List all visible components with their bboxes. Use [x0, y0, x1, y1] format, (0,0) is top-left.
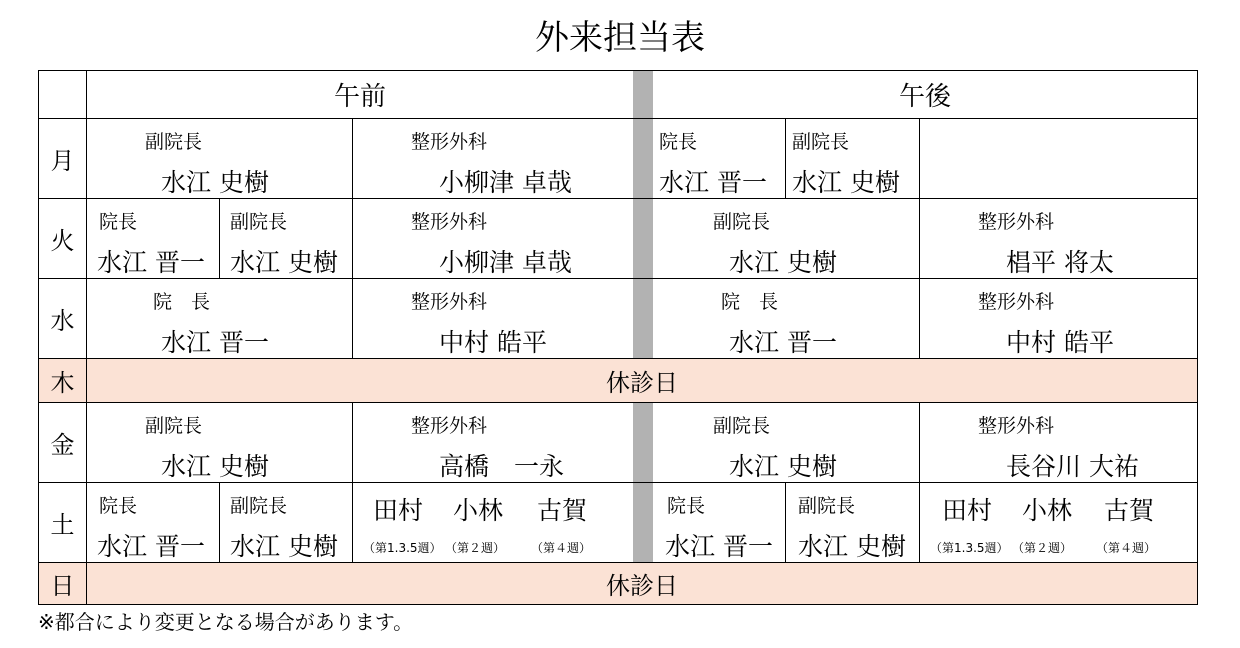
page-title: 外来担当表 [535, 18, 705, 58]
role-label: 院 長 [153, 291, 211, 313]
doctor-name: 水江 史樹 [729, 452, 837, 481]
tue-am-slot-2 [220, 199, 352, 278]
doctor-name: 中村 皓平 [439, 328, 547, 357]
day-label-thu: 木 [39, 359, 86, 402]
rotation-doctor-name: 小林 [1022, 496, 1073, 525]
sat-am-slot-1 [87, 483, 219, 562]
day-label-tue: 火 [50, 227, 75, 255]
role-label: 院長 [659, 131, 698, 153]
doctor-name: 椙平 将太 [1006, 248, 1114, 277]
mon-pm-slot-1 [653, 119, 785, 198]
sat-am-slot-2 [220, 483, 352, 562]
role-label: 整形外科 [411, 131, 488, 153]
role-label: 副院長 [230, 495, 288, 517]
am-pm-separator [633, 71, 653, 562]
header-pm: 午後 [898, 82, 951, 112]
role-label: 院 長 [721, 291, 779, 313]
doctor-name: 中村 皓平 [1006, 328, 1114, 357]
footer-note: ※都合により変更となる場合があります。 [38, 610, 414, 634]
rotation-doctor-name: 田村 [373, 496, 424, 525]
doctor-name: 小柳津 卓哉 [439, 248, 572, 277]
doctor-name: 高橋 一永 [439, 452, 565, 481]
doctor-name: 水江 晋一 [659, 168, 767, 197]
role-label: 副院長 [713, 211, 771, 233]
rotation-doctor-name: 小林 [453, 496, 504, 525]
sat-pm-slot-2 [786, 483, 919, 562]
day-label-mon: 月 [50, 147, 75, 175]
fri-am-slot-1 [87, 403, 352, 482]
role-label: 副院長 [145, 131, 203, 153]
fri-pm-slot-2 [920, 403, 1197, 482]
week-note: （第４週） [1096, 541, 1157, 555]
role-label: 院長 [99, 495, 138, 517]
sat-pm-rotation [920, 483, 1197, 562]
wed-pm-slot-2 [920, 279, 1197, 358]
mon-am-slot-1 [87, 119, 352, 198]
role-label: 整形外科 [978, 291, 1055, 313]
role-label: 副院長 [713, 415, 771, 437]
week-note: （第２週） [445, 541, 506, 555]
day-label-fri: 金 [50, 431, 75, 459]
doctor-name: 水江 晋一 [161, 328, 269, 357]
day-label-sat: 土 [50, 511, 75, 539]
doctor-name: 長谷川 大祐 [1006, 452, 1139, 481]
doctor-name: 小柳津 卓哉 [439, 168, 572, 197]
sat-pm-slot-1 [653, 483, 785, 562]
rotation-doctor-name: 古賀 [537, 496, 588, 525]
doctor-name: 水江 晋一 [729, 328, 837, 357]
role-label: 整形外科 [978, 415, 1055, 437]
role-label: 副院長 [798, 495, 856, 517]
day-label-wed: 水 [50, 307, 75, 335]
role-label: 副院長 [792, 131, 850, 153]
tue-pm-slot-1 [653, 199, 919, 278]
wed-am-slot-1 [87, 279, 352, 358]
tue-am-slot-3 [353, 199, 633, 278]
role-label: 院長 [667, 495, 706, 517]
role-label: 副院長 [145, 415, 203, 437]
doctor-name: 水江 史樹 [792, 168, 900, 197]
rotation-doctor-name: 田村 [942, 496, 993, 525]
doctor-name: 水江 史樹 [230, 532, 338, 561]
sat-am-rotation [353, 483, 633, 562]
fri-pm-slot-1 [653, 403, 919, 482]
closed-sunday: 休診日 [87, 563, 1197, 604]
wed-am-slot-2 [353, 279, 633, 358]
doctor-name: 水江 史樹 [230, 248, 338, 277]
wed-pm-slot-1 [653, 279, 919, 358]
week-note: （第1.3.5週） [930, 541, 1009, 555]
tue-am-slot-1 [87, 199, 219, 278]
role-label: 副院長 [230, 211, 288, 233]
role-label: 整形外科 [411, 291, 488, 313]
doctor-name: 水江 史樹 [729, 248, 837, 277]
schedule-table [38, 70, 1198, 605]
mon-am-slot-2 [353, 119, 633, 198]
week-note: （第1.3.5週） [363, 541, 442, 555]
closed-thursday: 休診日 [87, 359, 1197, 402]
doctor-name: 水江 史樹 [161, 168, 269, 197]
rotation-doctor-name: 古賀 [1104, 496, 1155, 525]
mon-pm-slot-2 [786, 119, 919, 198]
header-am: 午前 [333, 82, 386, 112]
tue-pm-slot-2 [920, 199, 1197, 278]
role-label: 整形外科 [411, 211, 488, 233]
doctor-name: 水江 史樹 [161, 452, 269, 481]
role-label: 院長 [99, 211, 138, 233]
day-label-sun: 日 [39, 563, 86, 604]
doctor-name: 水江 晋一 [97, 248, 205, 277]
week-note: （第４週） [531, 541, 592, 555]
doctor-name: 水江 史樹 [798, 532, 906, 561]
fri-am-slot-2 [353, 403, 633, 482]
week-note: （第２週） [1012, 541, 1073, 555]
doctor-name: 水江 晋一 [665, 532, 773, 561]
role-label: 整形外科 [411, 415, 488, 437]
doctor-name: 水江 晋一 [97, 532, 205, 561]
role-label: 整形外科 [978, 211, 1055, 233]
